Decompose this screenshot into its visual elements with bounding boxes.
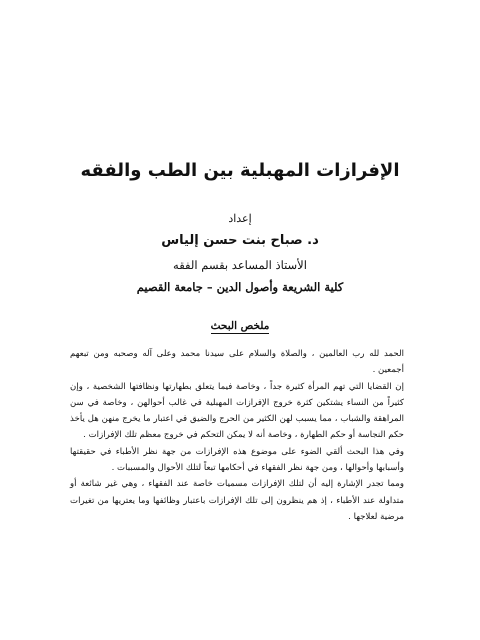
author-affiliation: كلية الشريعة وأصول الدين – جامعة القصيم — [136, 280, 344, 294]
author-position: الأستاذ المساعد بقسم الفقه — [173, 258, 307, 272]
prepared-by-label: إعداد — [228, 212, 252, 225]
abstract-heading — [40, 320, 440, 332]
abstract-paragraph: إن القضايا التي تهم المرأة كثيرة جداً ، وخاصة فيما يتعلق بطهارتها ونظافتها الشخصية ، وإن كثيراً من النساء يشتكين كثرة خروج الإفرازات المهبلية في غالب أحوالهن ، وخاصة في سن المراهقة والشباب ، مما يسبب لهن الكثير من الحرج والضيق في اعتبار ما يخرج منهن هل يأخذ حكم النجاسة أو حكم الطهارة ، وخاصة أنه لا يمكن التحكم في خروج معظم تلك الإفرازات . — [70, 381, 404, 441]
document-title: الإفرازات المهبلية بين الطب والفقه — [80, 160, 400, 181]
abstract-paragraph: ومما تجدر الإشارة إليه أن لتلك الإفرازات مسميات خاصة عند الفقهاء ، وهي غير شائعة أو متداولة عند الأطباء ، إذ هم ينظرون إلى تلك الإفرازات باعتبار وظائفها وما يعتريها من تغيرات مرضية لعلاجها . — [70, 479, 404, 522]
abstract-body — [70, 346, 404, 525]
abstract-paragraph: الحمد لله رب العالمين ، والصلاة والسلام على سيدنا محمد وعلى آله وصحبه ومن تبعهم أجمعين . — [70, 349, 404, 376]
author-name: د. صباح بنت حسن إلياس — [161, 233, 319, 248]
abstract-heading-text: ملخص البحث — [210, 320, 270, 332]
abstract-paragraph: وفي هذا البحث ألقي الضوء على موضوع هذه الإفرازات من جهة نظر الأطباء في حقيقتها وأسبابها وأحوالها ، ومن جهة نظر الفقهاء في أحكامها تبعاً لتلك الأحوال والمسببات . — [70, 446, 404, 474]
